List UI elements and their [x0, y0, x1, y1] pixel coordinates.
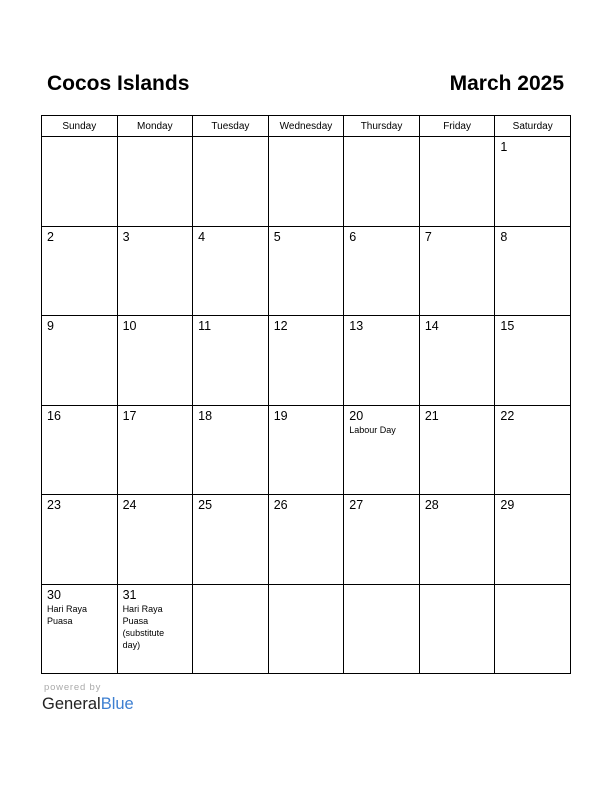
day-cell: [117, 226, 193, 316]
day-number: 4: [198, 229, 206, 244]
day-number: 15: [500, 319, 515, 333]
day-cell: [419, 316, 495, 406]
weekday-sunday: Sunday: [42, 116, 118, 137]
day-cell: [117, 495, 193, 585]
day-cell: [117, 405, 193, 495]
weekday-header-row: [42, 116, 571, 137]
day-cell: [344, 495, 420, 585]
day-number: 20: [349, 408, 364, 423]
day-number: 14: [424, 319, 439, 333]
week-row: [42, 405, 571, 495]
day-number: 17: [122, 408, 137, 423]
day-number: 10: [122, 319, 137, 333]
day-cell: [193, 495, 269, 585]
day-number: 29: [500, 498, 515, 512]
calendar-body: [42, 137, 571, 674]
day-number: 2: [47, 229, 54, 244]
empty-day-cell: [268, 137, 344, 227]
day-cell: [495, 137, 571, 227]
weekday-thursday: Thursday: [344, 116, 420, 137]
day-number: 7: [424, 229, 432, 244]
empty-day-cell: [117, 137, 193, 227]
footer-branding: [42, 682, 134, 714]
week-row: [42, 316, 571, 406]
day-cell: [344, 405, 420, 495]
day-number: 19: [273, 408, 288, 423]
empty-day-cell: [268, 584, 344, 674]
day-cell: [42, 584, 118, 674]
empty-day-cell: [419, 137, 495, 227]
day-number: 18: [198, 408, 213, 423]
week-row: [42, 226, 571, 316]
day-cell: [268, 316, 344, 406]
day-number: 6: [349, 229, 357, 244]
powered-by-label: powered by: [44, 682, 102, 693]
day-cell: [117, 584, 193, 674]
day-number: 24: [122, 498, 137, 512]
day-number: 3: [122, 229, 130, 244]
day-number: 1: [500, 140, 508, 154]
day-cell: [495, 226, 571, 316]
day-cell: [419, 495, 495, 585]
week-row: [42, 584, 571, 674]
day-cell: [193, 226, 269, 316]
day-cell: [344, 316, 420, 406]
holiday-label: Hari Raya Puasa (substitute day): [122, 603, 165, 650]
weekday-friday: Friday: [419, 116, 495, 137]
weekday-wednesday: Wednesday: [268, 116, 344, 137]
generalblue-logo[interactable]: [42, 694, 134, 714]
day-cell: [193, 316, 269, 406]
day-number: 23: [47, 498, 61, 512]
day-cell: [344, 226, 420, 316]
day-number: 13: [349, 319, 364, 333]
day-number: 28: [424, 498, 439, 512]
day-number: 9: [47, 319, 54, 333]
day-cell: [42, 226, 118, 316]
day-cell: [42, 405, 118, 495]
calendar-grid: [41, 115, 571, 674]
day-cell: [419, 226, 495, 316]
empty-day-cell: [193, 584, 269, 674]
day-cell: [495, 405, 571, 495]
day-cell: [419, 405, 495, 495]
weekday-monday: Monday: [117, 116, 193, 137]
day-number: 12: [273, 319, 288, 333]
day-number: 26: [273, 498, 288, 512]
day-cell: [117, 316, 193, 406]
weekday-tuesday: Tuesday: [193, 116, 269, 137]
empty-day-cell: [495, 584, 571, 674]
empty-day-cell: [42, 137, 118, 227]
day-cell: [268, 405, 344, 495]
day-number: 30: [47, 587, 61, 602]
week-row: [42, 137, 571, 227]
logo-general-text: General: [42, 695, 101, 713]
day-cell: [42, 495, 118, 585]
empty-day-cell: [344, 584, 420, 674]
week-row: [42, 495, 571, 585]
day-number: 31: [122, 587, 137, 602]
day-number: 27: [349, 498, 364, 512]
day-cell: [193, 405, 269, 495]
day-number: 25: [198, 498, 213, 512]
holiday-label: Labour Day: [349, 424, 396, 435]
empty-day-cell: [419, 584, 495, 674]
holiday-label: Hari Raya Puasa: [47, 603, 88, 626]
day-cell: [268, 226, 344, 316]
empty-day-cell: [193, 137, 269, 227]
day-number: 8: [500, 229, 508, 244]
day-number: 11: [198, 319, 212, 333]
day-cell: [42, 316, 118, 406]
day-cell: [495, 495, 571, 585]
day-number: 5: [273, 229, 281, 244]
day-number: 21: [424, 408, 439, 423]
logo-blue-text: Blue: [100, 695, 134, 713]
day-number: 22: [500, 408, 515, 423]
day-cell: [495, 316, 571, 406]
empty-day-cell: [344, 137, 420, 227]
month-year-title: March 2025: [449, 72, 564, 95]
location-title: Cocos Islands: [47, 72, 190, 95]
weekday-saturday: Saturday: [495, 116, 571, 137]
day-number: 16: [47, 408, 61, 423]
day-cell: [268, 495, 344, 585]
